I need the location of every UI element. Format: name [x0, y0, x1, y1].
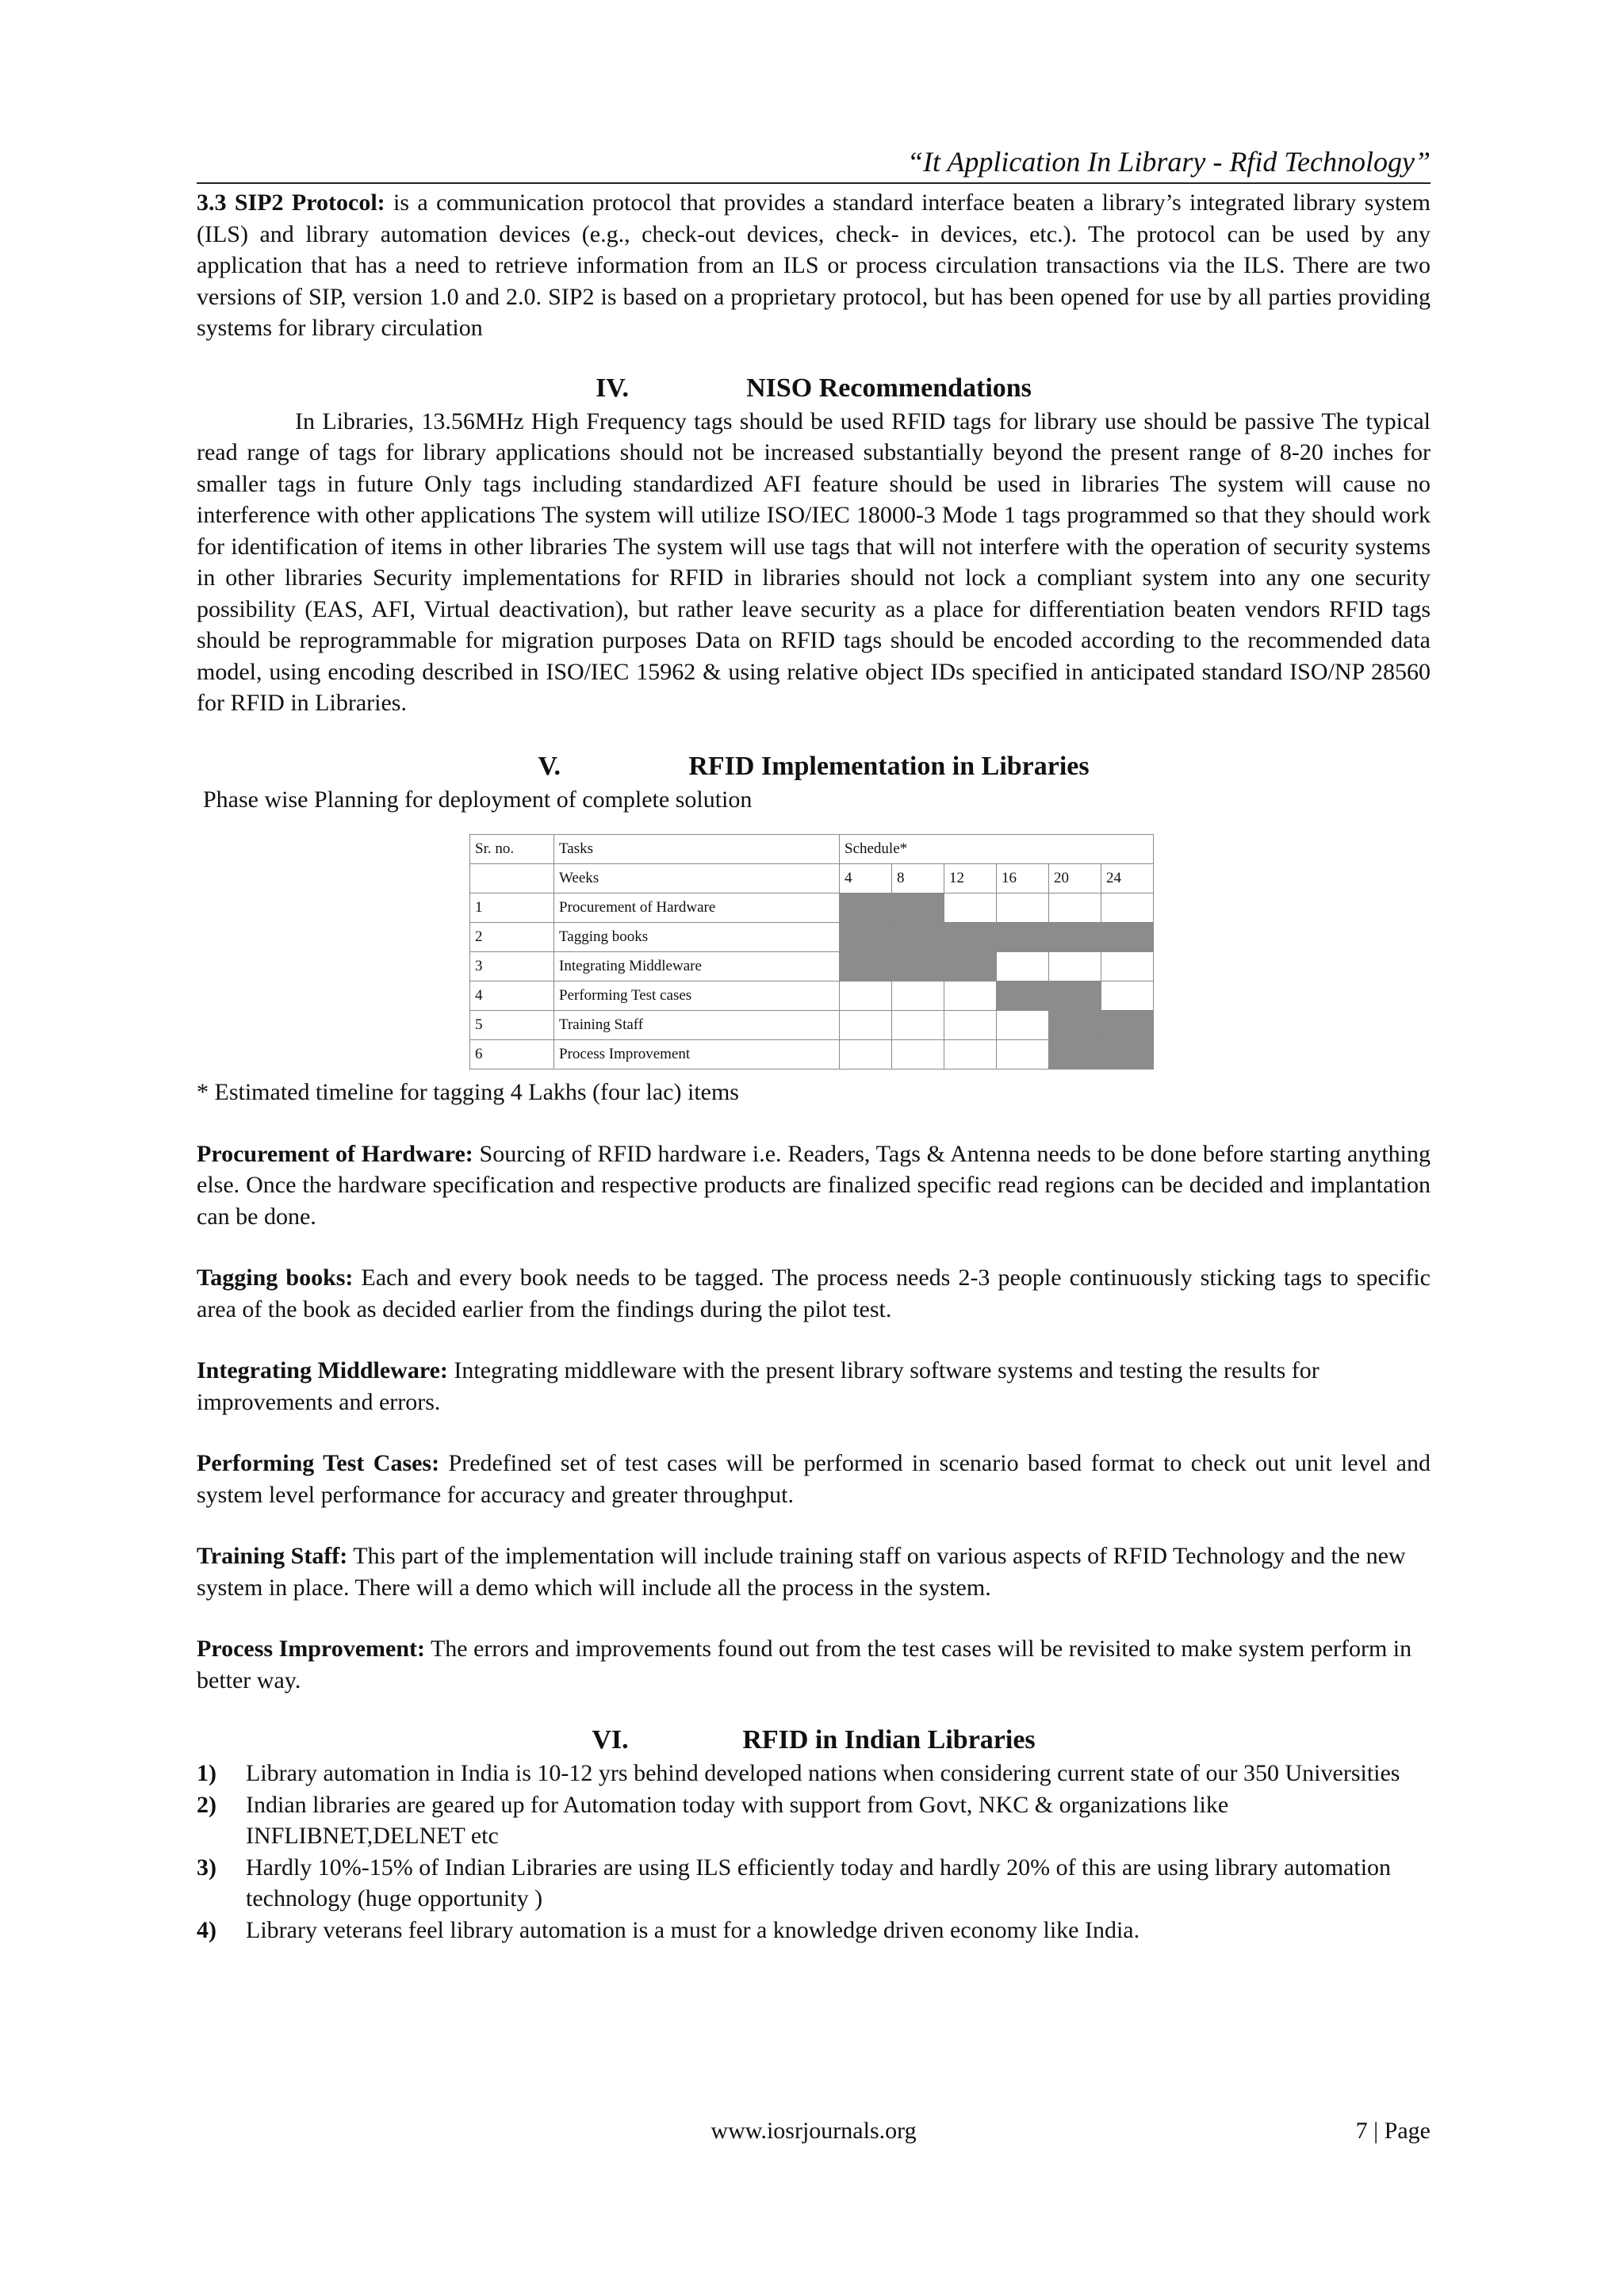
schedule-cell-empty: [840, 1011, 892, 1040]
process-paragraph: [197, 1633, 1431, 1696]
page-body: [197, 143, 1431, 1946]
process-text: The errors and improvements found out from the test cases will be revisited to make system perform in better way.: [197, 1636, 1412, 1693]
schedule-cell-empty: [892, 1040, 944, 1070]
list-item-text: Library veterans feel library automation is a must for a knowledge driven economy like India.: [246, 1916, 1140, 1943]
timeline-note: * Estimated timeline for tagging 4 Lakhs (four lac) items: [197, 1079, 739, 1105]
weeks-label: Weeks: [554, 864, 840, 894]
weeks-blank-cell: [470, 864, 554, 894]
niso-heading-num: IV.: [596, 373, 629, 403]
schedule-cell-empty: [1049, 894, 1101, 923]
list-item-number: 1): [197, 1760, 216, 1786]
row-task: Integrating Middleware: [554, 952, 840, 982]
procurement-text: Sourcing of RFID hardware i.e. Readers, Tags & Antenna needs to be done before starting anything else. Once the hardware specification and respective products are finalized specific read regions can be decided and implantation can be done.: [197, 1140, 1431, 1230]
schedule-row: [470, 1040, 1154, 1070]
schedule-cell-filled: [840, 923, 892, 952]
week-cell: 16: [997, 864, 1049, 894]
week-cell: 20: [1049, 864, 1101, 894]
list-item: [197, 1852, 1431, 1915]
week-cell: 12: [944, 864, 997, 894]
col-srno-header: Sr. no.: [470, 835, 554, 864]
schedule-cell-filled: [892, 952, 944, 982]
list-item: [197, 1758, 1431, 1789]
training-label: Training Staff:: [197, 1543, 348, 1569]
schedule-cell-filled: [1101, 1040, 1154, 1070]
middleware-paragraph: [197, 1355, 1431, 1418]
row-task: Procurement of Hardware: [554, 894, 840, 923]
schedule-cell-empty: [944, 1040, 997, 1070]
row-number: 1: [470, 894, 554, 923]
schedule-cell-filled: [997, 982, 1049, 1011]
impl-heading-title: RFID Implementation in Libraries: [688, 751, 1090, 781]
schedule-cell-empty: [944, 894, 997, 923]
testing-text: Predefined set of test cases will be performed in scenario based format to check out unit level and system level performance for accuracy and greater throughput.: [197, 1450, 1431, 1508]
schedule-cell-empty: [944, 1011, 997, 1040]
row-number: 3: [470, 952, 554, 982]
row-task: Training Staff: [554, 1011, 840, 1040]
schedule-header-row: [470, 835, 1154, 864]
niso-paragraph: In Libraries, 13.56MHz High Frequency tags should be used RFID tags for library use should be passive The typical read range of tags for library applications should not be increased substantially beyond the present range of 8-20 inches for smaller tags in future Only tags including standardized AFI feature should be used in libraries The system will cause no interference with other applications The system will utilize ISO/IEC 18000-3 Mode 1 tags programmed so that they should work for identification of items in other libraries The system will use tags that will not interfere with the operation of security systems in other libraries Security implementations for RFID in libraries should not lock a compliant system into any one security possibility (EAS, AFI, Virtual deactivation), but rather leave security as a place for differentiation beaten vendors RFID tags should be reprogrammable for migration purposes Data on RFID tags should be encoded according to the recommended data model, using encoding described in ISO/IEC 15962 & using relative object IDs specified in anticipated standard ISO/NP 28560 for RFID in Libraries.: [197, 408, 1431, 716]
schedule-cell-empty: [892, 1011, 944, 1040]
training-text: This part of the implementation will include training staff on various aspects of RFID Technology and the new system in place. There will a demo which will include all the process in the system.: [197, 1543, 1406, 1601]
schedule-cell-empty: [1101, 894, 1154, 923]
indian-heading: [197, 1723, 1431, 1758]
schedule-cell-empty: [944, 982, 997, 1011]
testing-paragraph: [197, 1448, 1431, 1510]
list-item-number: 3): [197, 1854, 216, 1881]
list-item-text: Indian libraries are geared up for Automation today with support from Govt, NKC & organizations like INFLIBNET,DELNET etc: [246, 1791, 1229, 1849]
schedule-cell-empty: [1101, 982, 1154, 1011]
procurement-paragraph: [197, 1138, 1431, 1233]
tagging-label: Tagging books:: [197, 1265, 354, 1291]
row-task: Process Improvement: [554, 1040, 840, 1070]
row-number: 2: [470, 923, 554, 952]
running-title: “It Application In Library - Rfid Technology”: [197, 143, 1431, 184]
schedule-cell-empty: [840, 1040, 892, 1070]
schedule-row: [470, 952, 1154, 982]
list-item-text: Library automation in India is 10-12 yrs behind developed nations when considering current state of our 350 Universities: [246, 1760, 1400, 1786]
row-number: 6: [470, 1040, 554, 1070]
week-cell: 24: [1101, 864, 1154, 894]
tagging-paragraph: [197, 1262, 1431, 1325]
schedule-table: [469, 834, 1154, 1070]
list-item-number: 2): [197, 1791, 216, 1818]
schedule-cell-filled: [840, 952, 892, 982]
niso-heading-title: NISO Recommendations: [746, 373, 1032, 403]
schedule-cell-filled: [1049, 1011, 1101, 1040]
schedule-row: [470, 982, 1154, 1011]
impl-heading: [197, 749, 1431, 784]
week-cell: 4: [840, 864, 892, 894]
row-number: 5: [470, 1011, 554, 1040]
indian-heading-num: VI.: [592, 1725, 629, 1755]
schedule-cell-filled: [997, 923, 1049, 952]
schedule-cell-filled: [892, 894, 944, 923]
sip2-label: 3.3 SIP2 Protocol:: [197, 189, 385, 216]
schedule-cell-filled: [1049, 982, 1101, 1011]
row-number: 4: [470, 982, 554, 1011]
impl-subtitle: Phase wise Planning for deployment of complete solution: [203, 786, 753, 813]
niso-heading: [197, 371, 1431, 406]
list-item: [197, 1915, 1431, 1946]
process-label: Process Improvement:: [197, 1636, 425, 1662]
schedule-cell-empty: [997, 894, 1049, 923]
weeks-row: [470, 864, 1154, 894]
schedule-table-figure: [469, 834, 1153, 1069]
schedule-cell-filled: [892, 923, 944, 952]
indian-list: [197, 1758, 1431, 1946]
schedule-row: [470, 1011, 1154, 1040]
schedule-cell-filled: [1101, 1011, 1154, 1040]
schedule-cell-empty: [997, 952, 1049, 982]
sip2-paragraph: [197, 187, 1431, 344]
list-item: [197, 1789, 1431, 1852]
training-paragraph: [197, 1540, 1431, 1603]
page-number: 7 | Page: [1355, 2118, 1431, 2144]
testing-label: Performing Test Cases:: [197, 1450, 440, 1476]
schedule-cell-filled: [840, 894, 892, 923]
tagging-text: Each and every book needs to be tagged. The process needs 2-3 people continuously sticking tags to specific area of the book as decided earlier from the findings during the pilot test.: [197, 1265, 1431, 1322]
sip2-text: is a communication protocol that provides a standard interface beaten a library’s integrated library system (ILS) and library automation devices (e.g., check-out devices, check- in devices, etc.). The protocol can be used by any application that has a need to retrieve information from an ILS or process circulation transactions via the ILS. There are two versions of SIP, version 1.0 and 2.0. SIP2 is based on a proprietary protocol, but has been opened for use by all parties providing systems for library circulation: [197, 189, 1431, 341]
schedule-cell-filled: [944, 923, 997, 952]
schedule-cell-empty: [1101, 952, 1154, 982]
journal-url: www.iosrjournals.org: [710, 2118, 917, 2144]
row-task: Performing Test cases: [554, 982, 840, 1011]
schedule-cell-empty: [892, 982, 944, 1011]
middleware-label: Integrating Middleware:: [197, 1357, 448, 1383]
schedule-cell-filled: [1049, 923, 1101, 952]
list-item-number: 4): [197, 1916, 216, 1943]
schedule-cell-empty: [840, 982, 892, 1011]
schedule-cell-filled: [1049, 1040, 1101, 1070]
schedule-cell-filled: [1101, 923, 1154, 952]
col-tasks-header: Tasks: [554, 835, 840, 864]
procurement-label: Procurement of Hardware:: [197, 1140, 473, 1167]
list-item-text: Hardly 10%-15% of Indian Libraries are using ILS efficiently today and hardly 20% of this are using library automation technology (huge opportunity ): [246, 1854, 1392, 1911]
schedule-cell-empty: [997, 1040, 1049, 1070]
schedule-cell-filled: [944, 952, 997, 982]
impl-heading-num: V.: [538, 751, 561, 781]
schedule-cell-empty: [1049, 952, 1101, 982]
schedule-row: [470, 894, 1154, 923]
schedule-row: [470, 923, 1154, 952]
row-task: Tagging books: [554, 923, 840, 952]
page-footer: [197, 2115, 1431, 2155]
middleware-text: Integrating middleware with the present library software systems and testing the results for improvements and errors.: [197, 1357, 1320, 1415]
week-cell: 8: [892, 864, 944, 894]
schedule-cell-empty: [997, 1011, 1049, 1040]
col-schedule-header: Schedule*: [840, 835, 1154, 864]
indian-heading-title: RFID in Indian Libraries: [742, 1725, 1036, 1755]
